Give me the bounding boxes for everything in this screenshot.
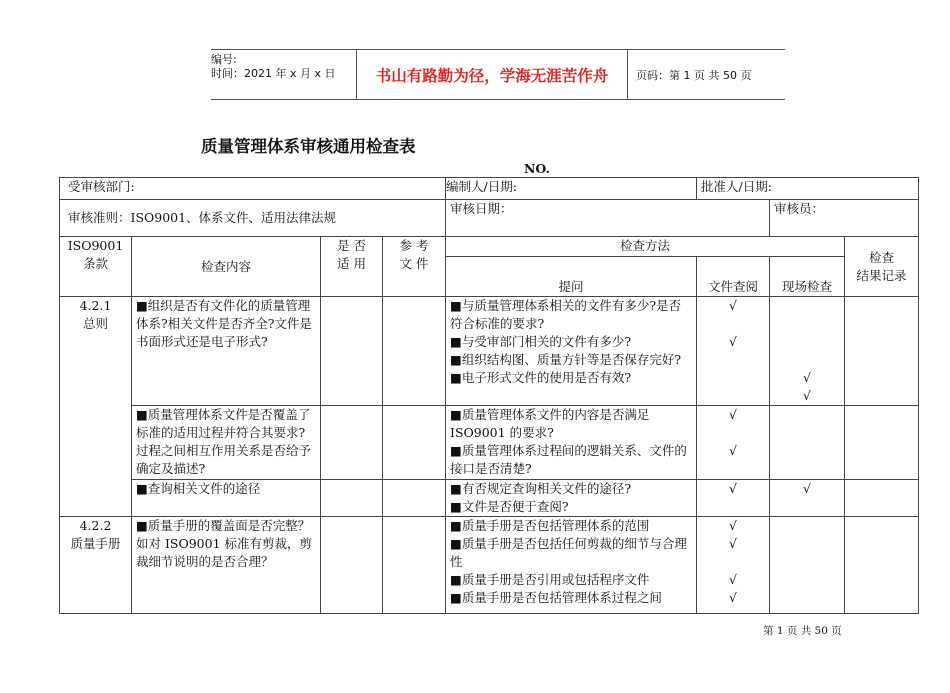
table-row [60,297,919,406]
doc-check-cell: √ √ [697,297,770,406]
result-cell[interactable] [845,406,919,480]
number-label: NO. [524,161,550,176]
site-check-cell: √ √ [770,297,845,406]
criteria-cell: 审核准则：ISO9001、体系文件、适用法律法规 [60,200,446,237]
doc-check-cell: √ √ √ √ [697,517,770,614]
serial-label: 编号: [211,53,237,66]
doc-check-header: 文件查阅 [697,257,770,297]
site-check-header: 现场检查 [770,257,845,297]
document-title: 质量管理体系审核通用检查表 [201,137,416,156]
result-cell[interactable] [845,480,919,517]
page-footer: 第 1 页 共 50 页 [763,625,842,637]
dept-cell: 受审核部门: [60,178,446,200]
page-header [211,49,785,100]
header-divider [627,50,628,99]
reference-cell[interactable] [383,480,446,517]
doc-check-cell: √ [697,480,770,517]
content-cell: ■查询相关文件的途径 [132,480,321,517]
applicable-cell[interactable] [321,297,383,406]
question-cell: ■与质量管理体系相关的文件有多少?是否符合标准的要求? ■与受审部门相关的文件有多少? ■组织结构图、质量方针等是否保存完好? ■电子形式文件的使用是否有效? [446,297,697,406]
reference-cell[interactable] [383,406,446,480]
site-check-cell [770,406,845,480]
result-header: 检查 结果记录 [845,237,919,297]
table-row [60,517,919,614]
question-cell: ■质量手册是否包括管理体系的范围 ■质量手册是否包括任何剪裁的细节与合理性 ■质量手册是否引用或包括程序文件 ■质量手册是否包括管理体系过程之间 [446,517,697,614]
site-check-cell: √ [770,480,845,517]
content-cell: ■组织是否有文件化的质量管理体系?相关文件是否齐全?文件是书面形式还是电子形式? [132,297,321,406]
time-label: 时间：2021 年 x 月 x 日 [211,67,336,80]
result-cell[interactable] [845,517,919,614]
audit-date-cell: 审核日期： [446,200,770,237]
question-cell: ■质量管理体系文件的内容是否满足ISO9001 的要求? ■质量管理体系过程间的逻辑关系、文件的接口是否清楚? [446,406,697,480]
checklist-table [59,177,919,614]
page-label: 页码：第 1 页 共 50 页 [636,69,752,82]
question-cell: ■有否规定查询相关文件的途径? ■文件是否便于查阅? [446,480,697,517]
clause-header: ISO9001 条款 [60,237,132,297]
content-header: 检查内容 [132,237,321,297]
header-meta [211,53,336,81]
reference-cell[interactable] [383,297,446,406]
clause-cell: 4.2.1 总则 [60,297,132,517]
table-row [60,406,919,480]
reference-header: 参 考 文 件 [383,237,446,297]
applicable-cell[interactable] [321,517,383,614]
doc-check-cell: √ √ [697,406,770,480]
content-cell: ■质量管理体系文件是否覆盖了标准的适用过程并符合其要求?过程之间相互作用关系是否给予确定及描述? [132,406,321,480]
column-header-row [60,237,919,257]
approver-cell: 批准人/日期: [697,178,919,200]
content-cell: ■质量手册的覆盖面是否完整？如对 ISO9001 标准有剪裁，剪裁细节说明的是否合理？ [132,517,321,614]
info-row [60,178,919,200]
result-cell[interactable] [845,297,919,406]
criteria-row [60,200,919,237]
applicable-cell[interactable] [321,406,383,480]
motto: 书山有路勤为径，学海无涯苦作舟 [375,66,609,85]
method-header: 检查方法 [446,237,845,257]
applicable-header: 是 否 适 用 [321,237,383,297]
auditor-cell: 审核员： [770,200,919,237]
table-row [60,480,919,517]
site-check-cell [770,517,845,614]
editor-cell: 编制人/日期: [446,178,697,200]
clause-cell: 4.2.2 质量手册 [60,517,132,614]
reference-cell[interactable] [383,517,446,614]
question-header: 提问 [446,257,697,297]
applicable-cell[interactable] [321,480,383,517]
